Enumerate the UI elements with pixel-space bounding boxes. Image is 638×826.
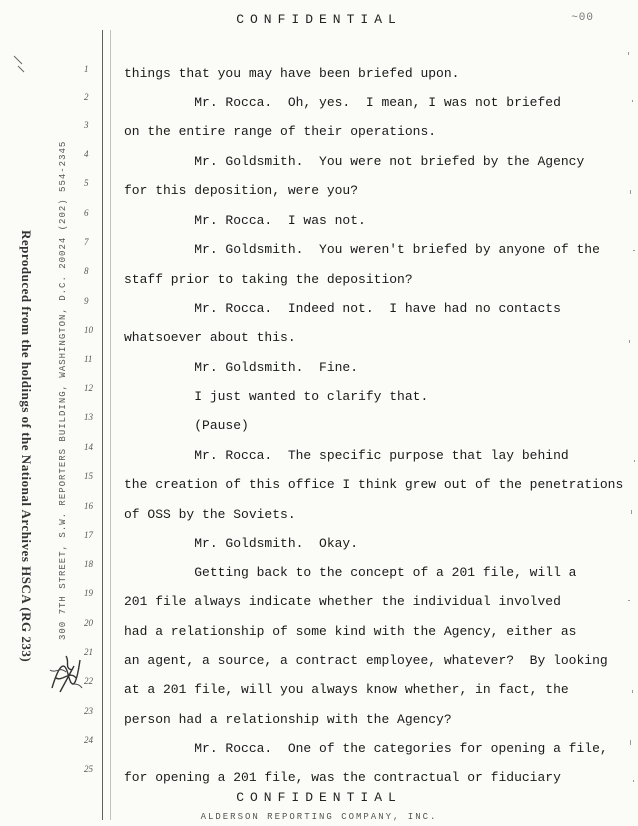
- transcript-line: Mr. Rocca. Oh, yes. I mean, I was not briefed: [124, 95, 561, 110]
- transcript-line: for opening a 201 file, was the contractual or fiduciary: [124, 770, 561, 785]
- transcript-line: staff prior to taking the deposition?: [124, 272, 413, 287]
- line-number: 17: [84, 530, 93, 540]
- transcript-line: things that you may have been briefed upon.: [124, 66, 460, 81]
- header-confidential: CONFIDENTIAL: [236, 12, 402, 27]
- transcript-line: of OSS by the Soviets.: [124, 507, 296, 522]
- line-number: 24: [84, 735, 93, 745]
- reporter-address: 300 7TH STREET, S.W. REPORTERS BUILDING, WASHINGTON, D.C. 20024 (202) 554-2345: [58, 140, 68, 640]
- scan-edge-noise: [624, 40, 638, 820]
- transcript-line: Mr. Rocca. Indeed not. I have had no contacts: [124, 301, 561, 316]
- transcript-line: 201 file always indicate whether the individual involved: [124, 594, 561, 609]
- transcript-line: had a relationship of some kind with the Agency, either as: [124, 624, 577, 639]
- archive-stamp: Reproduced from the holdings of the National Archives HSCA (RG 233): [19, 230, 34, 663]
- transcript-line: at a 201 file, will you always know whether, in fact, the: [124, 682, 569, 697]
- transcript-line: person had a relationship with the Agency?: [124, 712, 452, 727]
- reporting-company: ALDERSON REPORTING COMPANY, INC.: [200, 812, 438, 822]
- line-number: 14: [84, 442, 93, 452]
- line-number: 20: [84, 618, 93, 628]
- line-number: 2: [84, 92, 89, 102]
- line-number: 18: [84, 559, 93, 569]
- line-number: 10: [84, 325, 93, 335]
- line-number: 3: [84, 120, 89, 130]
- transcript-line: Mr. Goldsmith. Fine.: [124, 360, 359, 375]
- transcript-line: Mr. Rocca. The specific purpose that lay behind: [124, 448, 569, 463]
- transcript-line: Mr. Rocca. I was not.: [124, 213, 366, 228]
- transcript-line: (Pause): [124, 418, 249, 433]
- page-number: ~00: [571, 12, 594, 24]
- transcript-line: Getting back to the concept of a 201 file, will a: [124, 565, 577, 580]
- line-number: 6: [84, 208, 89, 218]
- margin-rule-secondary: [110, 30, 111, 820]
- line-number: 9: [84, 296, 89, 306]
- handwritten-initials-icon: [46, 648, 86, 698]
- line-number: 22: [84, 676, 93, 686]
- footer-confidential: CONFIDENTIAL: [236, 790, 402, 805]
- line-number: 23: [84, 706, 93, 716]
- line-number: 7: [84, 237, 89, 247]
- margin-rule: [102, 30, 103, 820]
- transcript-line: Mr. Goldsmith. You weren't briefed by anyone of the: [124, 242, 600, 257]
- line-number: 12: [84, 383, 93, 393]
- transcript-line: Mr. Goldsmith. Okay.: [124, 536, 359, 551]
- line-number: 11: [84, 354, 93, 364]
- transcript-line: for this deposition, were you?: [124, 183, 359, 198]
- transcript-line: on the entire range of their operations.: [124, 124, 437, 139]
- transcript-line: Mr. Goldsmith. You were not briefed by the Agency: [124, 154, 585, 169]
- line-number: 8: [84, 266, 89, 276]
- transcript-line: the creation of this office I think grew out of the penetrations: [124, 477, 624, 492]
- line-number: 19: [84, 588, 93, 598]
- line-number: 21: [84, 647, 93, 657]
- line-number: 16: [84, 501, 93, 511]
- transcript-line: an agent, a source, a contract employee, whatever? By looking: [124, 653, 608, 668]
- line-number: 13: [84, 412, 93, 422]
- transcript-line: whatsoever about this.: [124, 330, 296, 345]
- line-number: 15: [84, 471, 93, 481]
- line-number: 1: [84, 64, 89, 74]
- transcript-line: I just wanted to clarify that.: [124, 389, 429, 404]
- line-number: 25: [84, 764, 93, 774]
- transcript-line: Mr. Rocca. One of the categories for opening a file,: [124, 741, 608, 756]
- corner-mark-icon: [10, 52, 36, 78]
- line-number: 4: [84, 149, 89, 159]
- line-number: 5: [84, 178, 89, 188]
